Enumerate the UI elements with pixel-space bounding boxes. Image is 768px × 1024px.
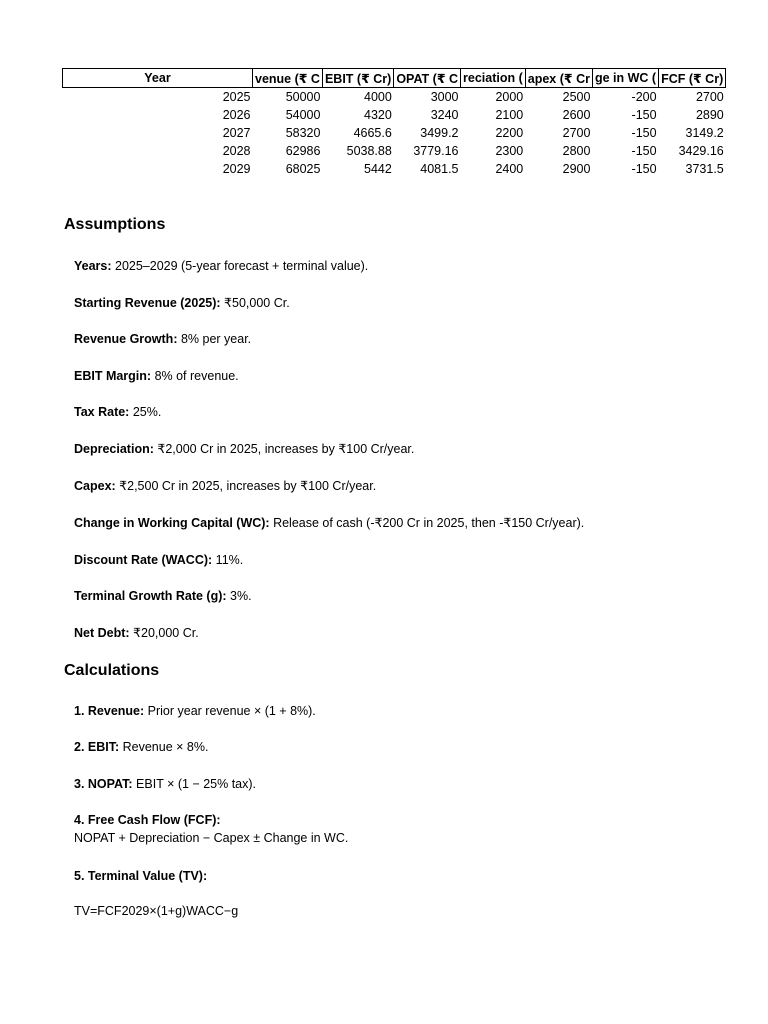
cell-capex: 2600: [562, 108, 591, 122]
calculation-terminal-value: [74, 867, 207, 885]
col-header-wc-change: ge in WC (: [592, 69, 658, 88]
cell-nopat: 3000: [430, 90, 459, 104]
assumption-label: Capex:: [74, 479, 116, 493]
cell-nopat: 3240: [430, 108, 459, 122]
cell-revenue: 50000: [285, 90, 321, 104]
assumption-starting-revenue: [74, 294, 290, 312]
cell-capex: 2500: [562, 90, 591, 104]
calculation-value: Revenue × 8%.: [119, 740, 209, 754]
calculation-fcf: [74, 811, 348, 847]
assumption-tax-rate: [74, 403, 161, 421]
calculation-value: NOPAT + Depreciation − Capex ± Change in WC.: [74, 831, 349, 845]
assumption-label: Tax Rate:: [74, 405, 130, 419]
assumption-value: 25%.: [129, 405, 162, 419]
table-row: [63, 142, 726, 160]
cell-capex: 2800: [562, 144, 591, 158]
assumption-working-capital: [74, 514, 584, 532]
calculation-revenue: [74, 702, 316, 720]
assumption-label: Net Debt:: [74, 626, 130, 640]
cell-depreciation: 2100: [495, 108, 524, 122]
cell-wc-change: -150: [631, 126, 657, 140]
assumption-value: 8% per year.: [177, 332, 252, 346]
calculation-ebit: [74, 738, 208, 756]
assumption-years: [74, 257, 368, 275]
assumption-capex: [74, 477, 376, 495]
cell-nopat: 3779.16: [413, 144, 459, 158]
cell-wc-change: -150: [631, 144, 657, 158]
assumption-value: ₹2,500 Cr in 2025, increases by ₹100 Cr/year.: [115, 479, 377, 493]
cell-revenue: 54000: [285, 108, 321, 122]
cell-revenue: 68025: [285, 162, 321, 176]
cell-nopat: 4081.5: [420, 162, 459, 176]
assumption-revenue-growth: [74, 330, 251, 348]
assumption-label: Discount Rate (WACC):: [74, 553, 213, 567]
assumptions-heading: Assumptions: [64, 216, 166, 233]
cell-ebit: 5038.88: [346, 144, 392, 158]
assumption-label: Starting Revenue (2025):: [74, 296, 221, 310]
assumption-terminal-growth: [74, 587, 252, 605]
table-row: [63, 106, 726, 124]
calculation-value: Prior year revenue × (1 + 8%).: [144, 704, 316, 718]
cell-depreciation: 2400: [495, 162, 524, 176]
cell-fcf: 2700: [695, 90, 724, 104]
assumption-wacc: [74, 551, 243, 569]
assumption-value: ₹2,000 Cr in 2025, increases by ₹100 Cr/year.: [153, 442, 415, 456]
cell-year: 2029: [222, 162, 251, 176]
assumption-value: 3%.: [226, 589, 252, 603]
assumption-value: Release of cash (-₹200 Cr in 2025, then -₹150 Cr/year).: [269, 516, 585, 530]
assumption-value: 8% of revenue.: [151, 369, 239, 383]
assumption-label: Revenue Growth:: [74, 332, 178, 346]
cell-wc-change: -150: [631, 108, 657, 122]
cell-year: 2028: [222, 144, 251, 158]
cell-capex: 2900: [562, 162, 591, 176]
cell-ebit: 4000: [364, 90, 392, 104]
cell-ebit: 4320: [364, 108, 392, 122]
table-row: [63, 124, 726, 142]
calculation-label: 5. Terminal Value (TV):: [74, 869, 208, 883]
calculation-nopat: [74, 775, 256, 793]
table-header-row: [63, 69, 726, 88]
cell-depreciation: 2000: [495, 90, 524, 104]
cell-fcf: 3149.2: [685, 126, 724, 140]
cell-year: 2026: [222, 108, 251, 122]
calculation-label: 4. Free Cash Flow (FCF):: [74, 813, 221, 827]
cell-wc-change: -150: [631, 162, 657, 176]
cell-year: 2027: [222, 126, 251, 140]
cell-revenue: 62986: [285, 144, 321, 158]
col-header-depreciation: reciation (: [461, 69, 526, 88]
assumption-ebit-margin: [74, 367, 239, 385]
cell-fcf: 3731.5: [685, 162, 724, 176]
cell-capex: 2700: [562, 126, 591, 140]
cell-revenue: 58320: [285, 126, 321, 140]
cell-fcf: 3429.16: [678, 144, 724, 158]
calculation-value: EBIT × (1 − 25% tax).: [132, 777, 257, 791]
col-header-nopat: OPAT (₹ C: [394, 69, 461, 88]
terminal-value-formula: TV=FCF2029×(1+g)WACC−g: [74, 904, 239, 918]
table-row: [63, 160, 726, 178]
assumption-depreciation: [74, 440, 414, 458]
calculations-heading: Calculations: [64, 662, 160, 679]
col-header-year: Year: [63, 69, 253, 88]
calculation-label: 3. NOPAT:: [74, 777, 133, 791]
assumption-value: ₹50,000 Cr.: [220, 296, 290, 310]
assumption-label: EBIT Margin:: [74, 369, 152, 383]
calculation-label: 1. Revenue:: [74, 704, 145, 718]
forecast-table: [62, 68, 726, 178]
cell-fcf: 2890: [695, 108, 724, 122]
assumption-label: Change in Working Capital (WC):: [74, 516, 270, 530]
assumption-label: Depreciation:: [74, 442, 154, 456]
col-header-fcf: FCF (₹ Cr): [659, 69, 726, 88]
col-header-ebit: EBIT (₹ Cr): [322, 69, 393, 88]
assumption-value: ₹20,000 Cr.: [129, 626, 199, 640]
col-header-revenue: venue (₹ C: [253, 69, 323, 88]
calculation-label: 2. EBIT:: [74, 740, 120, 754]
cell-ebit: 4665.6: [353, 126, 392, 140]
cell-wc-change: -200: [631, 90, 657, 104]
assumption-label: Years:: [74, 259, 112, 273]
assumption-label: Terminal Growth Rate (g):: [74, 589, 227, 603]
assumption-value: 2025–2029 (5-year forecast + terminal value).: [111, 259, 369, 273]
cell-ebit: 5442: [364, 162, 392, 176]
cell-depreciation: 2200: [495, 126, 524, 140]
cell-nopat: 3499.2: [420, 126, 459, 140]
assumption-net-debt: [74, 624, 199, 642]
assumption-value: 11%.: [212, 553, 244, 567]
cell-depreciation: 2300: [495, 144, 524, 158]
col-header-capex: apex (₹ Cr: [525, 69, 592, 88]
table-row: [63, 88, 726, 107]
cell-year: 2025: [222, 90, 251, 104]
